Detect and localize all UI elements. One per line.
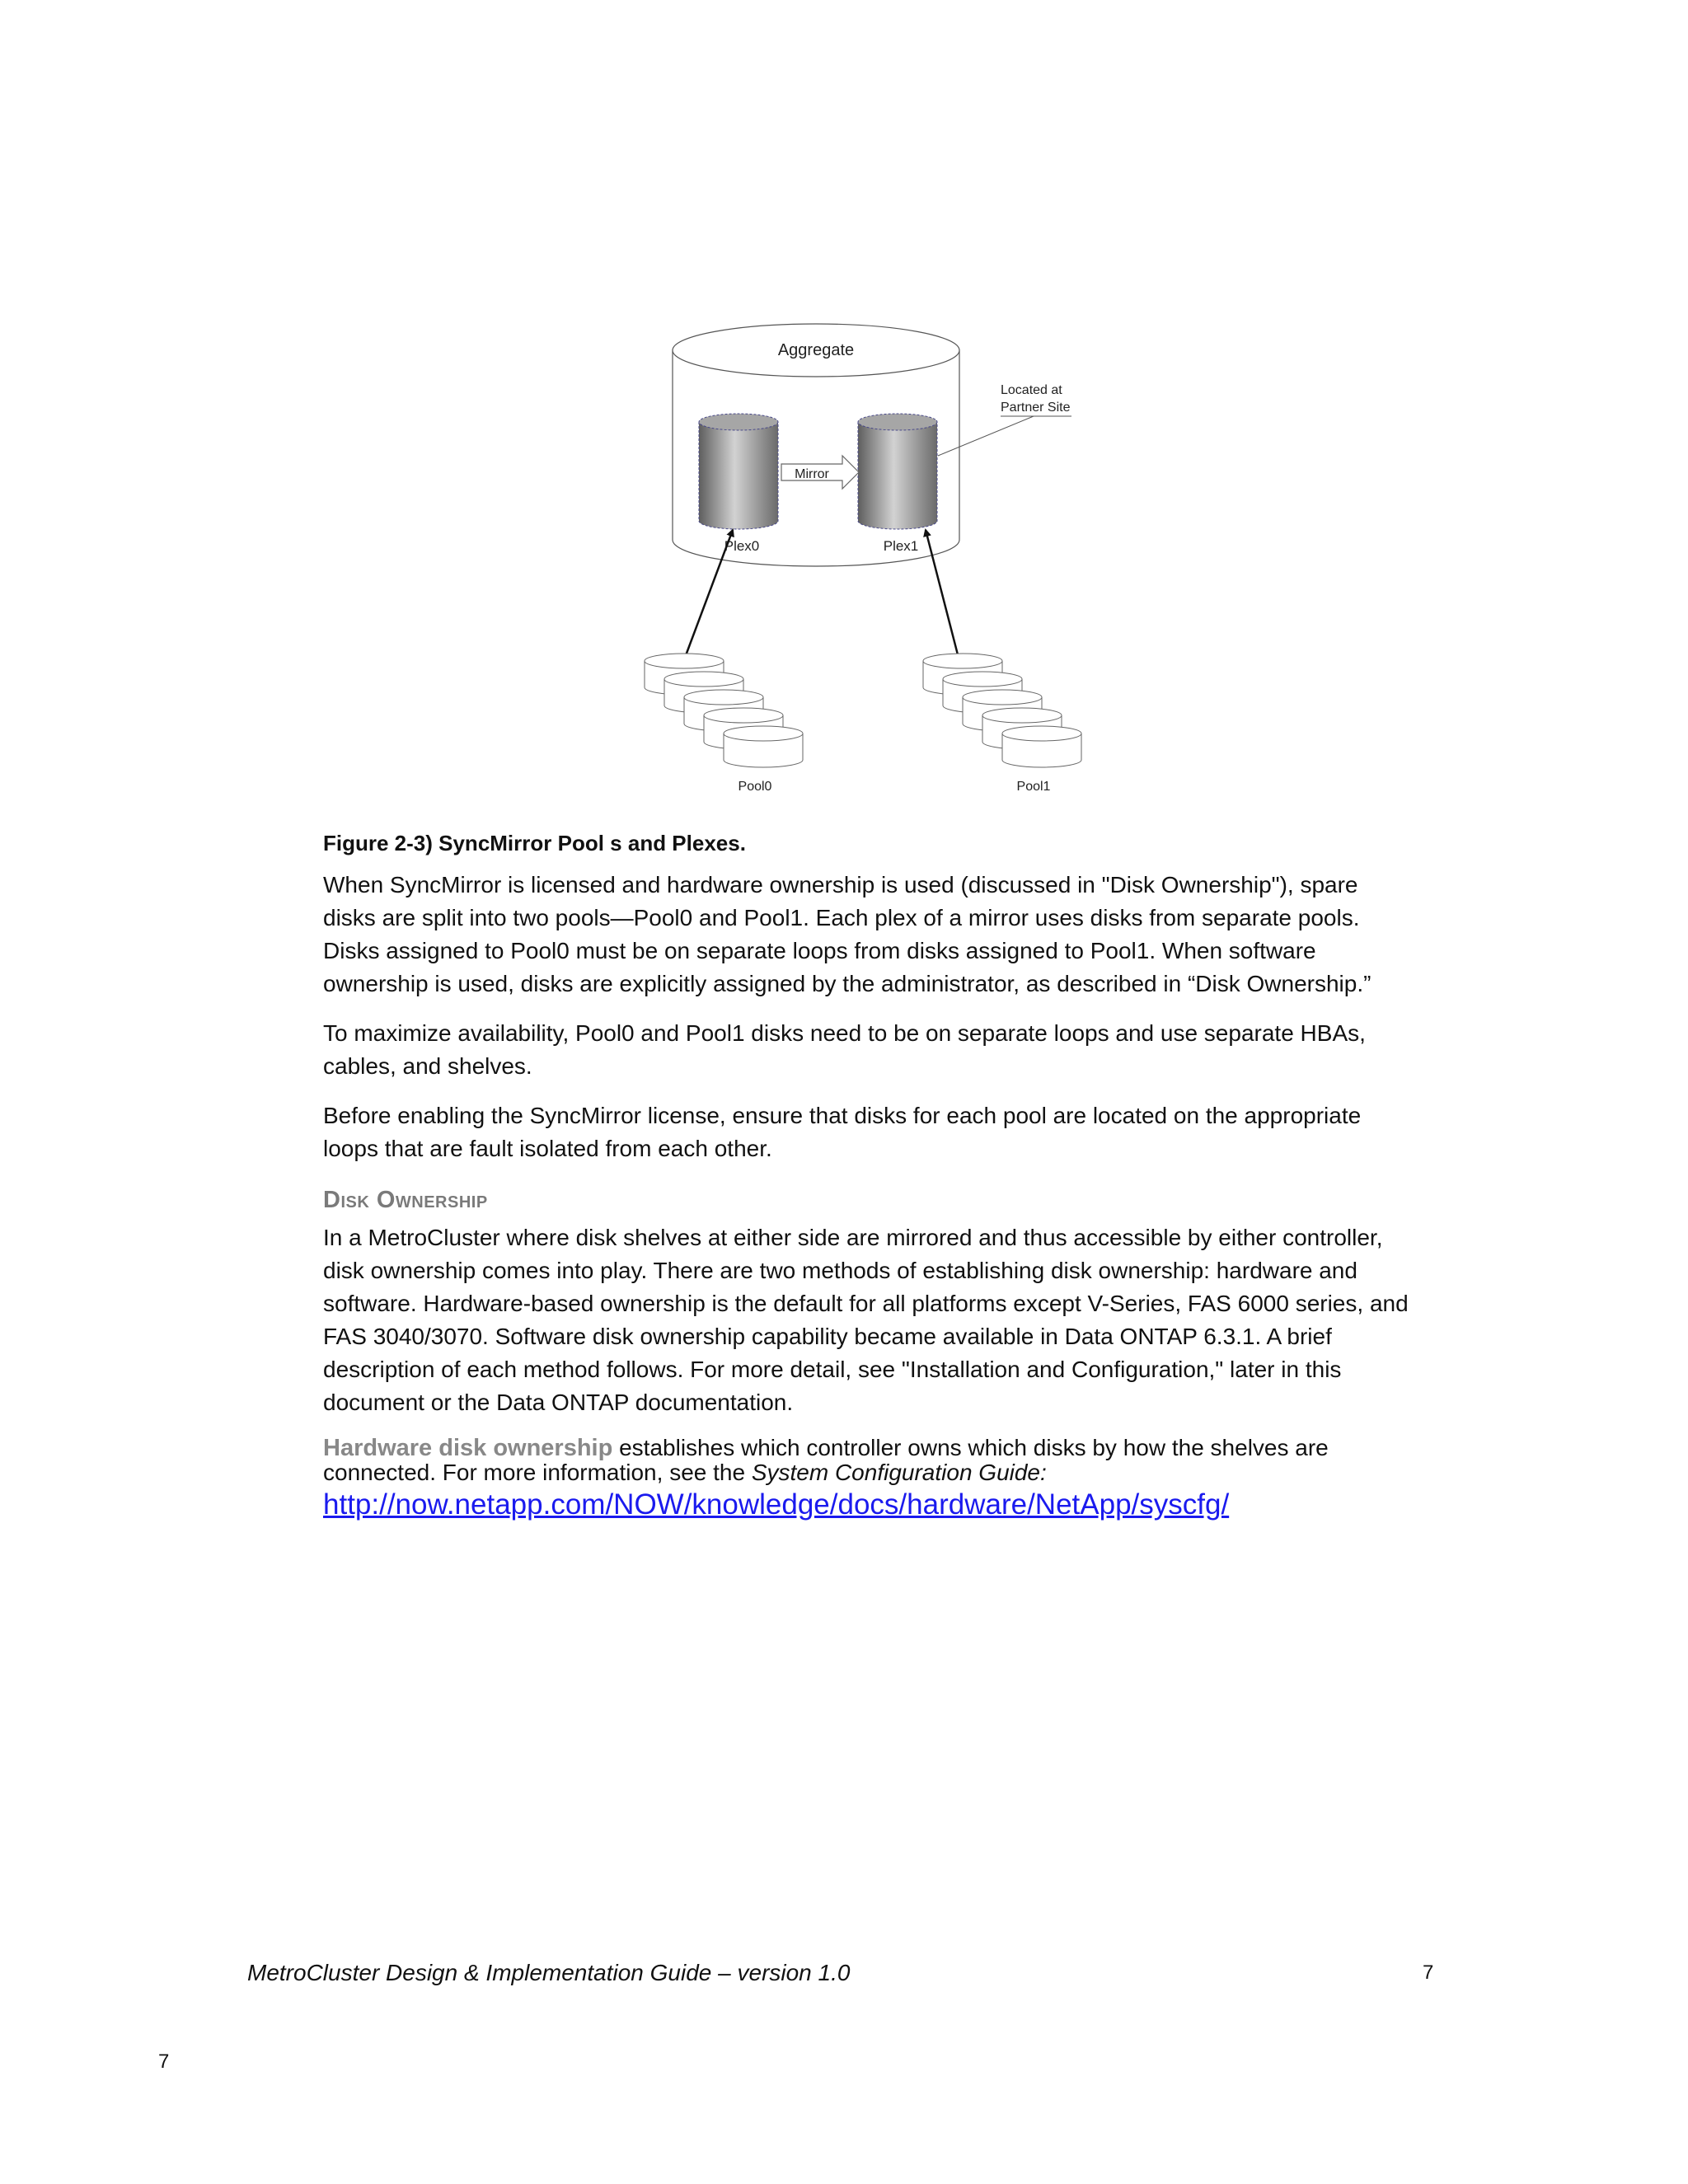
pool1-disks	[923, 654, 1081, 767]
hardware-ownership-term: Hardware disk ownership	[323, 1435, 613, 1461]
mirror-label: Mirror	[795, 467, 829, 481]
pool1-label: Pool1	[1016, 780, 1051, 794]
plex0-cylinder	[699, 414, 778, 529]
figure-caption: Figure 2-3) SyncMirror Pool s and Plexes.	[323, 831, 746, 855]
syncmirror-diagram	[626, 305, 1104, 816]
aggregate-label: Aggregate	[777, 341, 855, 359]
pool0-disks	[645, 654, 803, 767]
paragraph-license: Before enabling the SyncMirror license, ensure that disks for each pool are located on the appropriate loops that are fault isolated from each other.	[323, 1103, 1362, 1161]
hardware-ownership-text: establishes which controller owns which disks by how the shelves are connected. For more information, see the	[323, 1435, 1329, 1485]
page-number: 7	[158, 2050, 170, 2073]
pool0-disk	[724, 726, 803, 767]
section-heading-disk-ownership: Disk Ownership	[323, 1187, 488, 1213]
pool1-disk	[1002, 726, 1081, 767]
footer-document-title: MetroCluster Design & Implementation Guide – version 1.0	[247, 1960, 851, 1985]
paragraph-availability: To maximize availability, Pool0 and Pool1 disks need to be on separate loops and use separate HBAs, cables, and shelves.	[323, 1020, 1366, 1079]
pool0-label: Pool0	[738, 780, 772, 794]
footer-page-number: 7	[1423, 1961, 1434, 1984]
plex0-label: Plex0	[724, 538, 760, 554]
partner-site-label-line1: Located at	[1001, 383, 1062, 397]
plex1-label: Plex1	[883, 538, 919, 554]
paragraph-disk-ownership: In a MetroCluster where disk shelves at either side are mirrored and thus accessible by either controller, disk ownership comes into play. There are two methods of establishing disk ownership: hardware and software. Hardware-based ownership is the default for all platforms except V-Series, FAS 6000 series, and FAS 3040/3070. Software disk ownership capability became available in Data ONTAP 6.3.1. A brief description of each method follows. For more detail, see "Installation and Configuration," later in this document or the Data ONTAP documentation.	[323, 1225, 1409, 1415]
system-config-guide-title: System Configuration Guide:	[751, 1460, 1047, 1485]
paragraph-hardware-ownership	[323, 1436, 1411, 1485]
syscfg-link[interactable]: http://now.netapp.com/NOW/knowledge/docs/hardware/NetApp/syscfg/	[323, 1488, 1230, 1521]
plex1-cylinder	[858, 414, 937, 529]
paragraph-syncmirror-pools: When SyncMirror is licensed and hardware ownership is used (discussed in "Disk Ownership"), spare disks are split into two pools—Pool0 and Pool1. Each plex of a mirror uses disks from separate pools. Disks assigned to Pool0 must be on separate loops from disks assigned to Pool1. When software ownership is used, disks are explicitly assigned by the administrator, as described in “Disk Ownership.”	[323, 872, 1372, 996]
partner-site-label-line2: Partner Site	[1001, 401, 1071, 415]
